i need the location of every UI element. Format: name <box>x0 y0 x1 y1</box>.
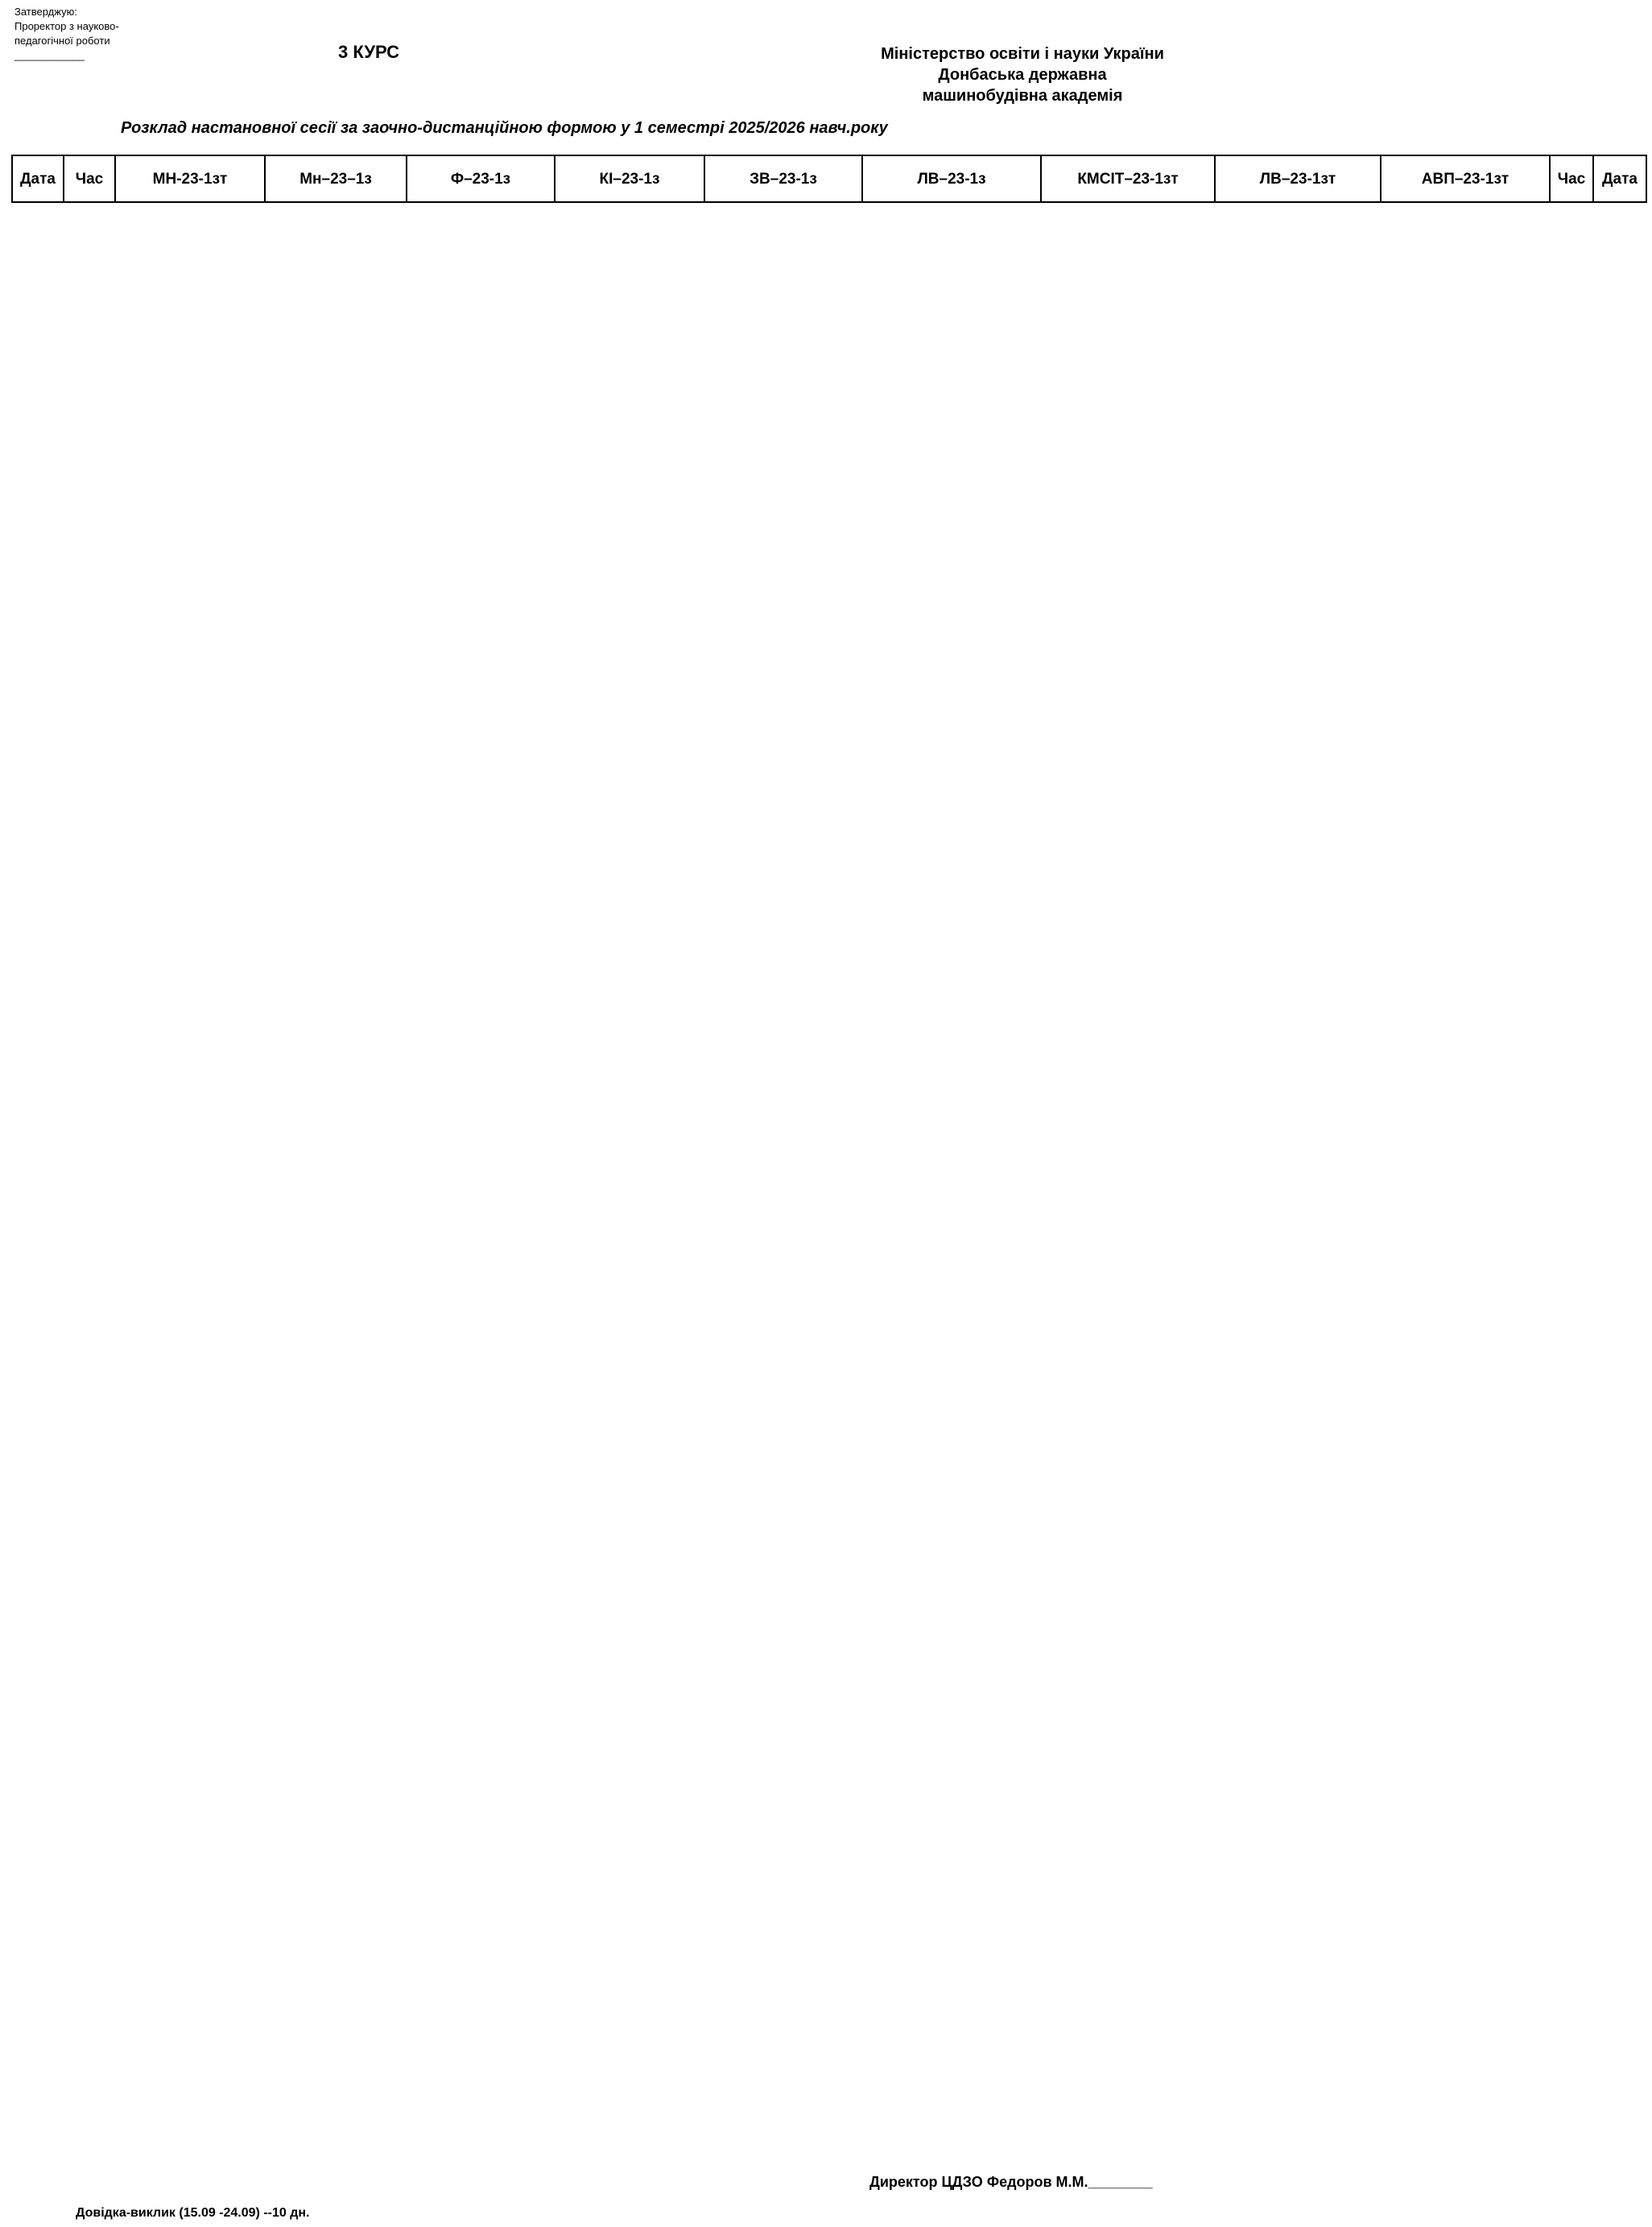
director-signature: Директор ЦДЗО Федоров М.М.________ <box>869 2174 1153 2190</box>
date-header: Дата <box>12 155 64 202</box>
footer-note: Довідка-виклик (15.09 -24.09) --10 дн. <box>76 2206 310 2220</box>
group-header: ЛВ–23-1з <box>862 155 1041 202</box>
header-row <box>12 155 1646 202</box>
schedule-table <box>11 155 1647 203</box>
approval-block <box>14 5 119 63</box>
approval-line: Затверджую: <box>14 6 77 18</box>
group-header: ЛВ–23-1зт <box>1215 155 1381 202</box>
ministry-line: Міністерство освіти і науки України <box>881 45 1164 63</box>
approval-line: Проректор з науково- <box>14 20 119 32</box>
group-header: Мн–23–1з <box>265 155 407 202</box>
group-header: КМСІТ–23-1зт <box>1041 155 1215 202</box>
group-header: ЗВ–23-1з <box>704 155 862 202</box>
time-header: Час <box>1550 155 1593 202</box>
date-header: Дата <box>1593 155 1646 202</box>
approval-line: ____________ <box>14 49 85 61</box>
group-header: КІ–23-1з <box>555 155 704 202</box>
group-header: АВП–23-1зт <box>1381 155 1550 202</box>
approval-line: педагогічної роботи <box>14 35 110 47</box>
ministry-header <box>837 43 1208 106</box>
group-header: МН-23-1зт <box>115 155 265 202</box>
time-header: Час <box>64 155 115 202</box>
ministry-line: Донбаська державна <box>938 66 1107 84</box>
schedule-title: Розклад настановної сесії за заочно-дистанційною формою у 1 семестрі 2025/2026 навч.року <box>121 119 888 137</box>
group-header: Ф–23-1з <box>407 155 555 202</box>
ministry-line: машинобудівна академія <box>922 87 1123 105</box>
course-title: 3 КУРС <box>338 42 400 62</box>
